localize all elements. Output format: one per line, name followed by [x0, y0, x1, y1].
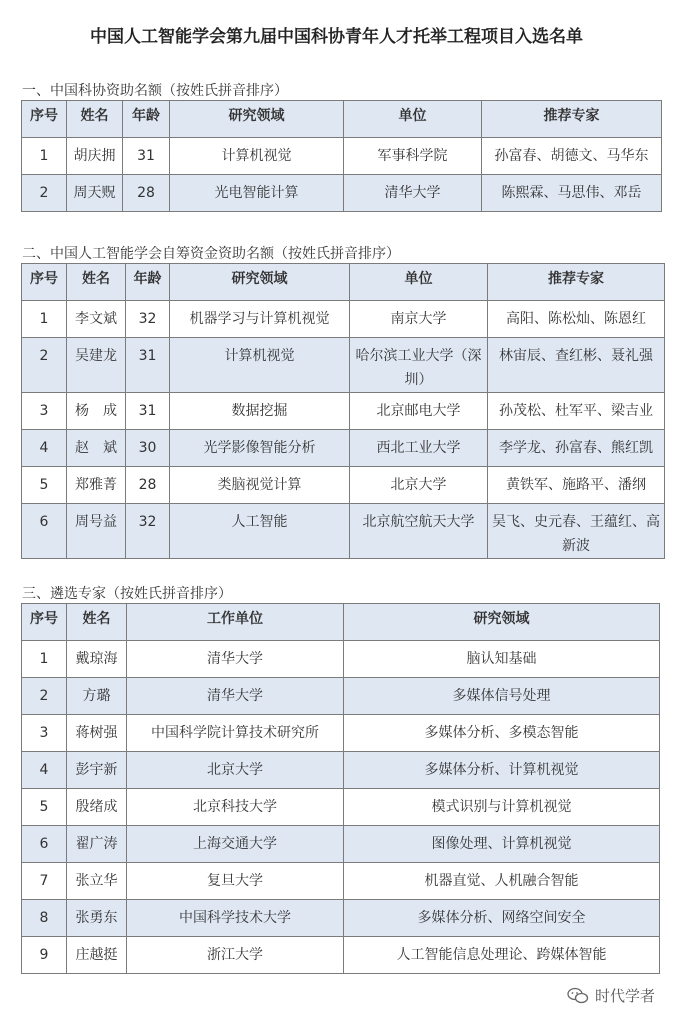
cell-workplace: 清华大学 — [127, 678, 344, 715]
col-index: 序号 — [22, 604, 67, 641]
cell-field: 人工智能信息处理论、跨媒体智能 — [344, 937, 660, 974]
watermark — [567, 985, 655, 1006]
cell-index: 4 — [22, 752, 67, 789]
cell-age: 28 — [126, 467, 170, 504]
cell-name: 庄越挺 — [67, 937, 127, 974]
section1-table — [21, 100, 662, 212]
section1-heading: 一、中国科协资助名额（按姓氏拼音排序） — [22, 83, 288, 99]
col-index: 序号 — [22, 264, 67, 301]
col-experts: 推荐专家 — [488, 264, 665, 301]
cell-field: 多媒体分析、网络空间安全 — [344, 900, 660, 937]
cell-index: 1 — [22, 641, 67, 678]
cell-unit: 西北工业大学 — [350, 430, 488, 467]
table-row — [22, 715, 660, 752]
cell-index: 4 — [22, 430, 67, 467]
cell-name: 戴琼海 — [67, 641, 127, 678]
cell-experts: 吴飞、史元春、王蕴红、高新波 — [488, 504, 665, 559]
cell-index: 5 — [22, 467, 67, 504]
cell-age: 31 — [126, 338, 170, 393]
cell-name: 胡庆拥 — [67, 138, 123, 175]
cell-field: 机器直觉、人机融合智能 — [344, 863, 660, 900]
cell-name: 张立华 — [67, 863, 127, 900]
table-row — [22, 393, 665, 430]
cell-field: 图像处理、计算机视觉 — [344, 826, 660, 863]
col-workplace: 工作单位 — [127, 604, 344, 641]
col-field: 研究领域 — [170, 264, 350, 301]
cell-experts: 黄铁军、施路平、潘纲 — [488, 467, 665, 504]
cell-field: 计算机视觉 — [170, 138, 344, 175]
cell-name: 杨 成 — [67, 393, 126, 430]
col-index: 序号 — [22, 101, 67, 138]
cell-unit: 哈尔滨工业大学（深圳） — [350, 338, 488, 393]
col-name: 姓名 — [67, 101, 123, 138]
watermark-text: 时代学者 — [594, 987, 655, 1005]
cell-field: 人工智能 — [170, 504, 350, 559]
cell-unit: 南京大学 — [350, 301, 488, 338]
cell-unit: 军事科学院 — [344, 138, 482, 175]
cell-workplace: 中国科学院计算技术研究所 — [127, 715, 344, 752]
cell-workplace: 复旦大学 — [127, 863, 344, 900]
table-row — [22, 175, 662, 212]
table-row — [22, 138, 662, 175]
cell-age: 32 — [126, 301, 170, 338]
cell-name: 赵 斌 — [67, 430, 126, 467]
cell-index: 2 — [22, 175, 67, 212]
cell-age: 30 — [126, 430, 170, 467]
cell-name: 李文斌 — [67, 301, 126, 338]
cell-index: 1 — [22, 138, 67, 175]
cell-name: 方璐 — [67, 678, 127, 715]
table-row — [22, 863, 660, 900]
col-unit: 单位 — [344, 101, 482, 138]
table-row — [22, 789, 660, 826]
cell-name: 周号益 — [67, 504, 126, 559]
cell-field: 类脑视觉计算 — [170, 467, 350, 504]
cell-unit: 北京航空航天大学 — [350, 504, 488, 559]
cell-age: 31 — [123, 138, 170, 175]
table-row — [22, 338, 665, 393]
cell-experts: 李学龙、孙富春、熊红凯 — [488, 430, 665, 467]
cell-index: 2 — [22, 678, 67, 715]
cell-index: 3 — [22, 715, 67, 752]
cell-unit: 北京邮电大学 — [350, 393, 488, 430]
cell-experts: 林宙辰、查红彬、聂礼强 — [488, 338, 665, 393]
table-row — [22, 826, 660, 863]
table-row — [22, 900, 660, 937]
col-age: 年龄 — [126, 264, 170, 301]
section3-heading: 三、遴选专家（按姓氏拼音排序） — [22, 586, 232, 602]
col-age: 年龄 — [123, 101, 170, 138]
cell-index: 8 — [22, 900, 67, 937]
cell-field: 多媒体分析、计算机视觉 — [344, 752, 660, 789]
table-row — [22, 678, 660, 715]
cell-index: 1 — [22, 301, 67, 338]
cell-name: 彭宇新 — [67, 752, 127, 789]
cell-field: 计算机视觉 — [170, 338, 350, 393]
cell-age: 28 — [123, 175, 170, 212]
cell-name: 翟广涛 — [67, 826, 127, 863]
cell-name: 张勇东 — [67, 900, 127, 937]
section3-table — [21, 603, 660, 974]
cell-field: 模式识别与计算机视觉 — [344, 789, 660, 826]
cell-index: 6 — [22, 504, 67, 559]
cell-experts: 孙富春、胡德文、马华东 — [482, 138, 662, 175]
cell-field: 光学影像智能分析 — [170, 430, 350, 467]
cell-index: 3 — [22, 393, 67, 430]
cell-workplace: 浙江大学 — [127, 937, 344, 974]
table-row — [22, 641, 660, 678]
cell-name: 吴建龙 — [67, 338, 126, 393]
col-name: 姓名 — [67, 604, 127, 641]
cell-index: 6 — [22, 826, 67, 863]
cell-experts: 陈熙霖、马思伟、邓岳 — [482, 175, 662, 212]
cell-field: 脑认知基础 — [344, 641, 660, 678]
table-row — [22, 504, 665, 559]
cell-experts: 孙茂松、杜军平、梁吉业 — [488, 393, 665, 430]
table-row — [22, 937, 660, 974]
section2-table — [21, 263, 665, 559]
cell-field: 机器学习与计算机视觉 — [170, 301, 350, 338]
col-field: 研究领域 — [170, 101, 344, 138]
cell-field: 多媒体信号处理 — [344, 678, 660, 715]
cell-index: 5 — [22, 789, 67, 826]
cell-workplace: 中国科学技术大学 — [127, 900, 344, 937]
wechat-icon — [567, 987, 589, 1005]
cell-unit: 清华大学 — [344, 175, 482, 212]
col-unit: 单位 — [350, 264, 488, 301]
cell-name: 殷绪成 — [67, 789, 127, 826]
cell-name: 周天贶 — [67, 175, 123, 212]
cell-field: 光电智能计算 — [170, 175, 344, 212]
cell-name: 蒋树强 — [67, 715, 127, 752]
cell-field: 多媒体分析、多模态智能 — [344, 715, 660, 752]
col-experts: 推荐专家 — [482, 101, 662, 138]
table-row — [22, 301, 665, 338]
cell-workplace: 北京大学 — [127, 752, 344, 789]
cell-age: 32 — [126, 504, 170, 559]
page-title: 中国人工智能学会第九届中国科协青年人才托举工程项目入选名单 — [90, 27, 583, 47]
cell-unit: 北京大学 — [350, 467, 488, 504]
cell-workplace: 清华大学 — [127, 641, 344, 678]
table-row — [22, 467, 665, 504]
cell-index: 9 — [22, 937, 67, 974]
table-row — [22, 430, 665, 467]
col-name: 姓名 — [67, 264, 126, 301]
col-field: 研究领域 — [344, 604, 660, 641]
cell-workplace: 上海交通大学 — [127, 826, 344, 863]
cell-workplace: 北京科技大学 — [127, 789, 344, 826]
cell-field: 数据挖掘 — [170, 393, 350, 430]
cell-index: 2 — [22, 338, 67, 393]
cell-age: 31 — [126, 393, 170, 430]
cell-experts: 高阳、陈松灿、陈恩红 — [488, 301, 665, 338]
section2-heading: 二、中国人工智能学会自筹资金资助名额（按姓氏拼音排序） — [22, 246, 400, 262]
cell-name: 郑雅菁 — [67, 467, 126, 504]
table-row — [22, 752, 660, 789]
cell-index: 7 — [22, 863, 67, 900]
